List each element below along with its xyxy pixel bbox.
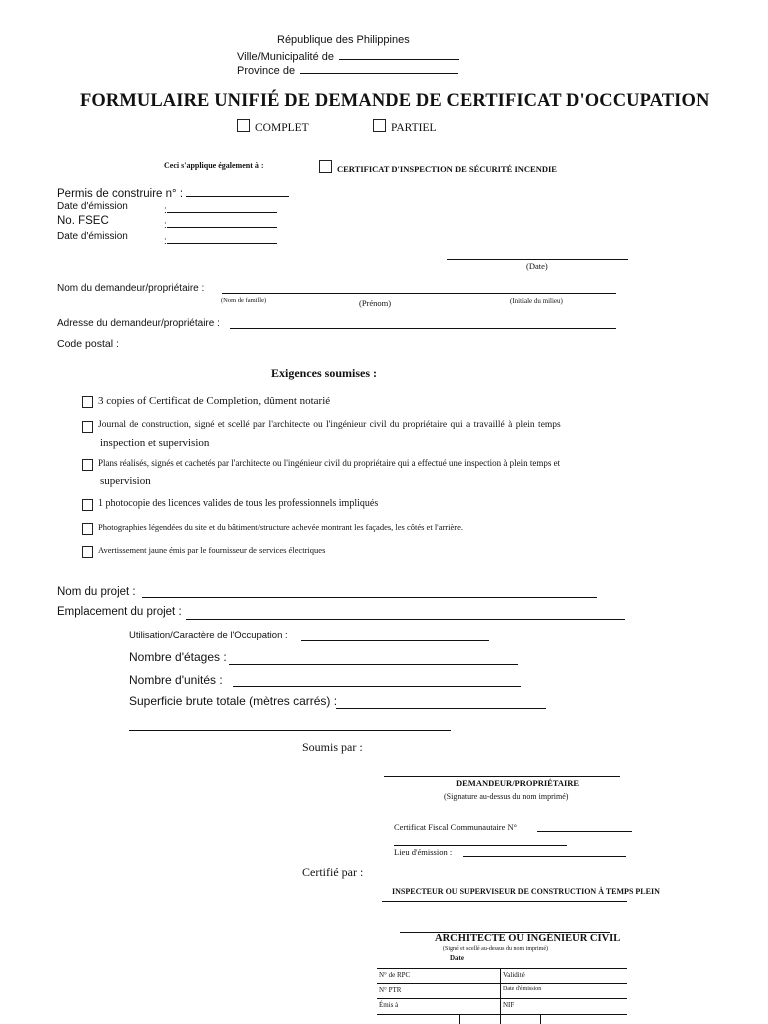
table-rule-3 <box>377 998 627 999</box>
applicant-address-input-line[interactable] <box>230 328 616 329</box>
storeys-input-line[interactable] <box>229 664 518 665</box>
middle-initial-caption: (Initiale du milieu) <box>510 297 563 305</box>
applicant-address-label: Adresse du demandeur/propriétaire : <box>57 318 220 329</box>
first-name-caption: (Prénom) <box>359 298 392 308</box>
postal-code-label: Code postal : <box>57 338 119 350</box>
fsec-input-line[interactable] <box>167 216 277 228</box>
project-name-input-line[interactable] <box>142 597 597 598</box>
partial-option[interactable] <box>373 119 437 134</box>
floor-area-input-line[interactable] <box>336 708 546 709</box>
city-input-line[interactable] <box>339 48 459 60</box>
table-col-divider-low-2 <box>540 1014 541 1024</box>
applicant-name-input-line[interactable] <box>222 293 616 294</box>
issue-date-2-input-line[interactable] <box>167 232 277 244</box>
requirement-text-2-cont: inspection et supervision <box>100 437 210 449</box>
issue-date-2-label: Date d'émission <box>57 231 128 242</box>
fsic-label: CERTIFICAT D'INSPECTION DE SÉCURITÉ INCENDIE <box>337 164 557 174</box>
applicant-signature-note: (Signature au-dessus du nom imprimé) <box>444 792 569 801</box>
issued-at-label: Émis à <box>379 1001 399 1009</box>
province-label: Province de <box>237 65 296 77</box>
also-applies-label: Ceci s'applique également à : <box>164 161 264 170</box>
project-name-label: Nom du projet : <box>57 586 136 598</box>
ctc-label: Certificat Fiscal Communautaire N° <box>394 822 518 832</box>
city-label: Ville/Municipalité de <box>237 51 335 63</box>
project-location-input-line[interactable] <box>186 619 625 620</box>
ptr-issue-date-label: Date d'émission <box>503 986 542 992</box>
requirements-heading: Exigences soumises : <box>271 366 377 380</box>
architect-title: ARCHITECTE OU INGÉNIEUR CIVIL <box>435 933 621 944</box>
partial-checkbox[interactable] <box>373 119 386 132</box>
requirement-text-3-cont: supervision <box>100 475 151 487</box>
floor-area-label: Superficie brute totale (mètres carrés) : <box>129 694 338 708</box>
ctc-input-line[interactable] <box>537 831 632 832</box>
submitted-by-label: Soumis par : <box>302 740 363 754</box>
architect-signature-note: (Signé et scellé au-dessus du nom imprimé) <box>443 946 548 952</box>
complete-checkbox[interactable] <box>237 119 250 132</box>
table-rule-4 <box>377 1014 627 1015</box>
fsec-label: No. FSEC <box>57 215 109 227</box>
ptr-label: N° PTR <box>379 986 402 994</box>
occupancy-use-input-line[interactable] <box>301 640 489 641</box>
requirement-text-1: 3 copies of Certificat de Completion, dûment notarié <box>98 395 331 407</box>
table-col-divider-low-1 <box>459 1014 460 1024</box>
inspector-signature-line[interactable] <box>382 901 627 902</box>
partial-label: PARTIEL <box>391 122 437 134</box>
building-permit-field <box>57 185 289 200</box>
city-field <box>237 48 459 63</box>
issue-date-2-colon: : <box>164 236 167 247</box>
storeys-label: Nombre d'étages : <box>129 650 227 664</box>
applicant-role: DEMANDEUR/PROPRIÉTAIRE <box>456 778 580 788</box>
date-input-line[interactable] <box>447 259 628 260</box>
units-input-line[interactable] <box>233 686 521 687</box>
requirement-checkbox-1[interactable] <box>82 396 93 408</box>
requirement-text-4: 1 photocopie des licences valides de tous les professionnels impliqués <box>98 498 379 509</box>
province-input-line[interactable] <box>300 62 458 74</box>
project-location-label: Emplacement du projet : <box>57 606 182 618</box>
place-of-issue-input-line[interactable] <box>463 856 626 857</box>
issue-date-1-field <box>164 201 277 216</box>
table-rule-2 <box>377 983 627 984</box>
inspector-title: INSPECTEUR OU SUPERVISEUR DE CONSTRUCTION À TEMPS PLEIN <box>392 887 660 896</box>
issue-date-1-colon: : <box>164 205 167 216</box>
issue-date-1-label: Date d'émission <box>57 201 128 212</box>
requirement-text-3: Plans réalisés, signés et cachetés par l'architecte ou l'ingénieur civil du propriétaire qui a effectué une inspection à plein temps et <box>98 458 561 468</box>
fsic-checkbox[interactable] <box>319 160 332 173</box>
complete-label: COMPLET <box>255 122 309 134</box>
table-col-divider <box>500 968 501 1024</box>
fsic-option[interactable] <box>319 160 557 174</box>
occupancy-use-label: Utilisation/Caractère de l'Occupation : <box>129 630 288 641</box>
requirement-checkbox-3[interactable] <box>82 459 93 471</box>
architect-date-label: Date <box>450 954 464 962</box>
table-rule-1 <box>377 968 627 969</box>
issue-date-2-field <box>164 232 277 247</box>
complete-option[interactable] <box>237 119 309 134</box>
form-title: FORMULAIRE UNIFIÉ DE DEMANDE DE CERTIFICAT D'OCCUPATION <box>80 91 710 111</box>
country-name: République des Philippines <box>277 34 410 46</box>
requirement-checkbox-4[interactable] <box>82 499 93 511</box>
units-label: Nombre d'unités : <box>129 673 223 687</box>
building-permit-input-line[interactable] <box>186 185 289 197</box>
last-name-caption: (Nom de famille) <box>221 297 267 304</box>
prc-label: N° de RPC <box>379 971 411 979</box>
applicant-name-label: Nom du demandeur/propriétaire : <box>57 283 205 294</box>
fsec-colon: : <box>164 220 167 231</box>
date-caption: (Date) <box>526 261 548 271</box>
validity-label: Validité <box>503 971 525 979</box>
applicant-signature-line[interactable] <box>384 776 620 777</box>
requirement-text-6: Avertissement jaune émis par le fournisseur de services électriques <box>98 545 326 555</box>
requirement-checkbox-2[interactable] <box>82 421 93 433</box>
place-of-issue-label: Lieu d'émission : <box>394 847 453 857</box>
building-permit-label: Permis de construire n° : <box>57 188 184 200</box>
fsec-field <box>164 216 277 231</box>
requirement-text-2: Journal de construction, signé et scellé par l'architecte ou l'ingénieur civil du propriétaire qui a travaillé à plein temps <box>98 420 561 430</box>
requirement-text-5: Photographies légendées du site et du bâtiment/structure achevée montrant les façades, les côtés et l'arrière. <box>98 522 464 532</box>
floor-area-extra-line[interactable] <box>129 730 451 731</box>
requirement-checkbox-6[interactable] <box>82 546 93 558</box>
ctc-extra-line[interactable] <box>394 845 567 846</box>
certified-by-label: Certifié par : <box>302 865 364 879</box>
tin-label: NIF <box>503 1001 515 1009</box>
issue-date-1-input-line[interactable] <box>167 201 277 213</box>
requirement-checkbox-5[interactable] <box>82 523 93 535</box>
province-field <box>237 62 458 77</box>
